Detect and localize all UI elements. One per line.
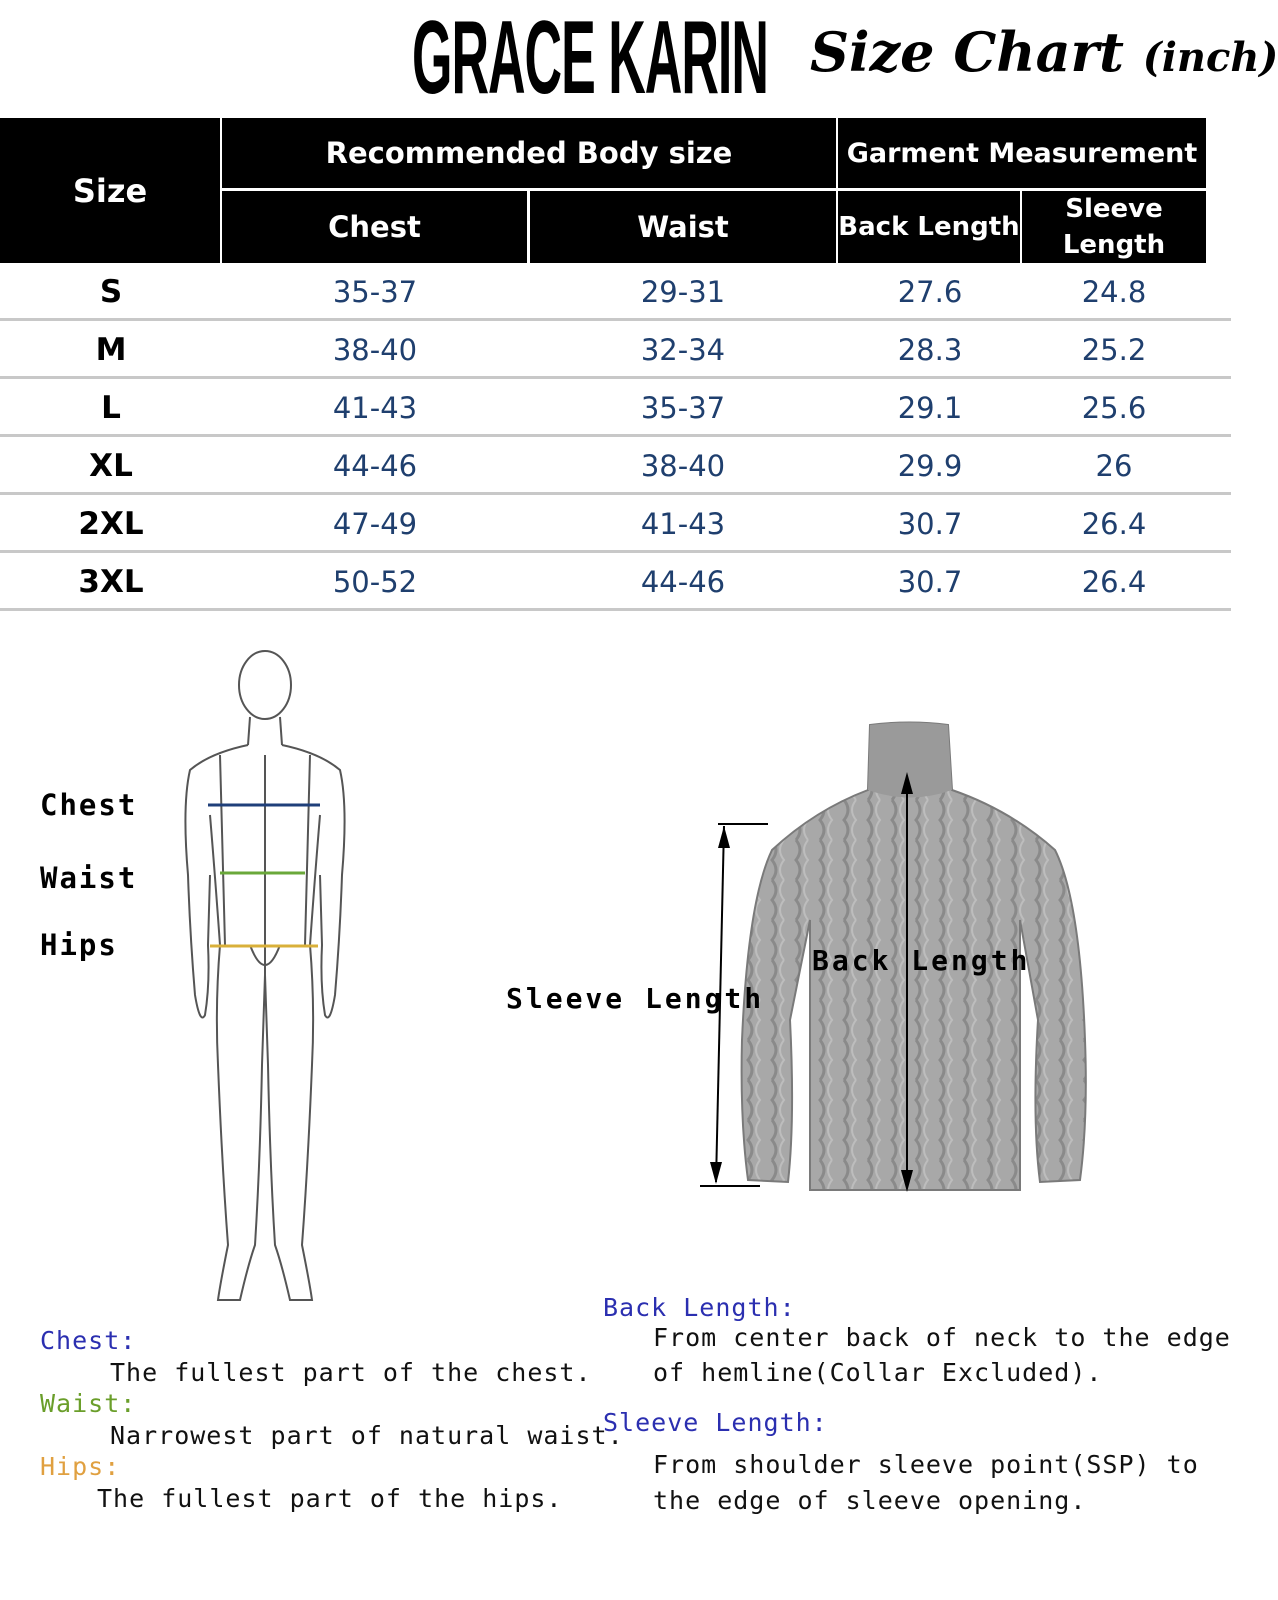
chest-cell: 38-40 — [332, 333, 418, 367]
waist-desc-text: Narrowest part of natural waist. — [110, 1421, 624, 1450]
chart-title-text: Size Chart — [810, 20, 1124, 84]
group-header-body: Recommended Body size — [222, 118, 836, 188]
chest-cell: 50-52 — [332, 565, 418, 599]
back-length-desc-title: Back Length: — [603, 1293, 796, 1322]
back-length-cell: 29.9 — [897, 449, 963, 483]
chest-label: Chest — [40, 788, 138, 822]
sleeve-length-desc-line-1: From shoulder sleeve point(SSP) to — [653, 1450, 1199, 1479]
hips-desc-title: Hips: — [40, 1452, 121, 1481]
size-cell: XL — [89, 448, 133, 484]
chest-desc-text: The fullest part of the chest. — [110, 1358, 592, 1387]
group-header-garment: Garment Measurement — [838, 118, 1206, 188]
sleeve-length-cell: 25.6 — [1081, 391, 1147, 425]
sleeve-length-cell: 24.8 — [1081, 275, 1147, 309]
hips-label: Hips — [40, 928, 118, 962]
column-header-back-length: Back Length — [838, 191, 1020, 263]
chest-cell: 41-43 — [332, 391, 418, 425]
back-length-arrow — [897, 772, 917, 1192]
brand-logo: GRACE KARIN — [412, 0, 768, 116]
sleeve-length-cell: 26.4 — [1081, 507, 1147, 541]
chart-title — [810, 20, 1278, 90]
column-header-waist: Waist — [530, 191, 836, 263]
waist-cell: 44-46 — [640, 565, 726, 599]
sleeve-length-cell: 26.4 — [1081, 565, 1147, 599]
waist-cell: 35-37 — [640, 391, 726, 425]
size-cell: 2XL — [78, 506, 144, 542]
hips-desc-text: The fullest part of the hips. — [97, 1484, 563, 1513]
back-length-desc-line-1: From center back of neck to the edge — [653, 1323, 1231, 1352]
back-length-cell: 29.1 — [897, 391, 963, 425]
sleeve-length-desc-title: Sleeve Length: — [603, 1408, 828, 1437]
back-length-cell: 30.7 — [897, 565, 963, 599]
sleeve-length-label: Sleeve Length — [506, 982, 765, 1015]
size-header: Size — [0, 118, 220, 263]
size-cell: S — [99, 274, 123, 310]
chest-desc-title: Chest: — [40, 1326, 137, 1355]
table-row — [0, 437, 1231, 495]
back-length-label: Back Length — [812, 944, 1031, 977]
sleeve-length-cell: 26 — [1095, 449, 1133, 483]
table-row — [0, 495, 1231, 553]
waist-label: Waist — [40, 861, 138, 895]
sleeve-length-cell: 25.2 — [1081, 333, 1147, 367]
chest-cell: 44-46 — [332, 449, 418, 483]
size-cell: L — [101, 390, 121, 426]
back-length-cell: 27.6 — [897, 275, 963, 309]
column-header-chest: Chest — [222, 191, 527, 263]
waist-cell: 32-34 — [640, 333, 726, 367]
size-cell: M — [95, 332, 127, 368]
table-row — [0, 379, 1231, 437]
waist-cell: 29-31 — [640, 275, 726, 309]
size-cell: 3XL — [78, 564, 144, 600]
chest-cell: 47-49 — [332, 507, 418, 541]
table-row — [0, 263, 1231, 321]
chart-unit: (inch) — [1142, 34, 1278, 81]
sleeve-length-desc-line-2: the edge of sleeve opening. — [653, 1486, 1087, 1515]
waist-cell: 38-40 — [640, 449, 726, 483]
chest-cell: 35-37 — [332, 275, 418, 309]
table-row — [0, 553, 1231, 611]
back-length-desc-line-2: of hemline(Collar Excluded). — [653, 1358, 1103, 1387]
body-figure — [180, 645, 380, 1315]
table-row — [0, 321, 1231, 379]
back-length-cell: 30.7 — [897, 507, 963, 541]
column-header-sleeve-length: Sleeve Length — [1022, 191, 1206, 263]
back-length-cell: 28.3 — [897, 333, 963, 367]
waist-cell: 41-43 — [640, 507, 726, 541]
waist-desc-title: Waist: — [40, 1389, 137, 1418]
